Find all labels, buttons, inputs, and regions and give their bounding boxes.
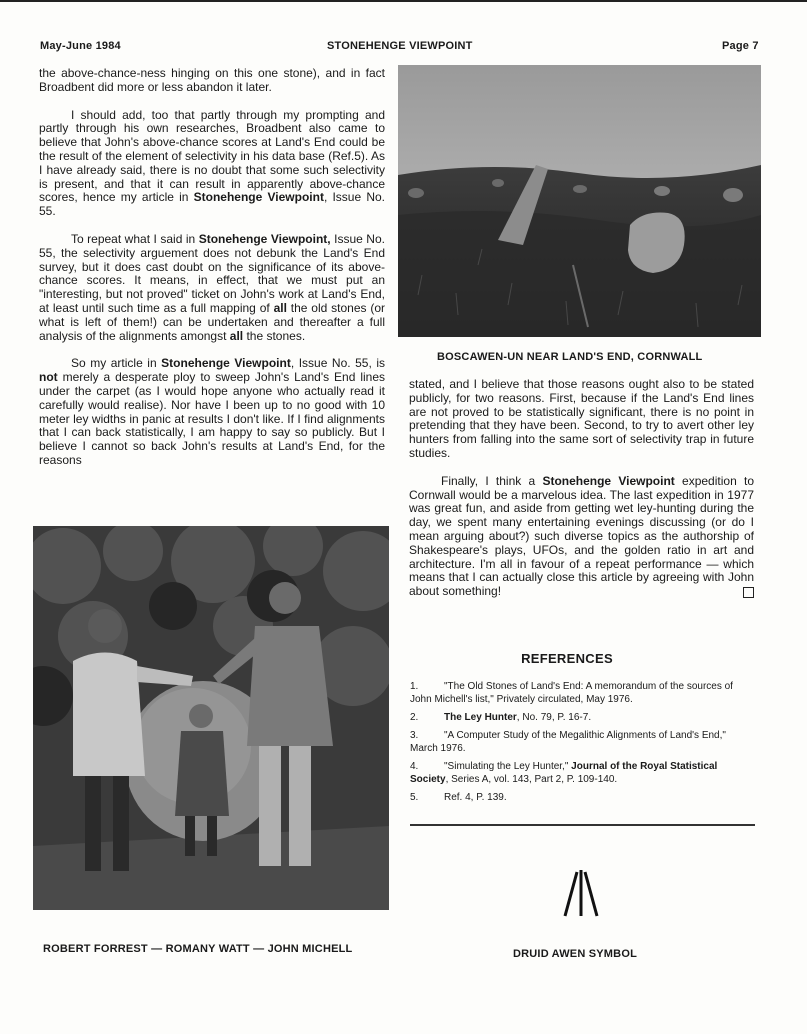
awen-symbol-icon <box>545 866 615 918</box>
paragraph: To repeat what I said in Stonehenge Viewpoint, Issue No. 55, the selectivity arguement does not debunk the Land's End survey, but it does cast doubt on the significance of its above-chance scores. It means, in effect, that we must put an "interesting, but not proved" ticket on John's work at Land's End, at least until such time as a full mapping of all the old stones (or what is left of them!) can be undertaken and thereafter a full analysis of the alignments amongst all the stones. <box>39 231 385 343</box>
publication-title: STONEHENGE VIEWPOINT <box>327 40 473 52</box>
page-number: Page 7 <box>722 40 759 52</box>
paragraph: stated, and I believe that those reasons ought also to be stated publicly, for two reasons. First, because if the Land's End lines are not proved to be statistically significant, there is no point in pretending that they have been. Second, to try to avert other ley hunters from falling into the same sort of selectivity trap in future studies. <box>409 377 754 460</box>
reference-item: 3. "A Computer Study of the Megalithic Alignments of Land's End," March 1976. <box>410 730 726 754</box>
references-rule <box>410 824 755 826</box>
reference-item: 2. The Ley Hunter, No. 79, P. 16-7. <box>410 712 592 723</box>
paragraph: Finally, I think a Stonehenge Viewpoint expedition to Cornwall would be a marvelous idea. The last expedition in 1977 was great fun, and aside from getting wet ley-hunting during the day, we spent many entertaining evenings discussing (or do I mean arguing about?) such diverse topics as the authorship of Shakespeare's plays, UFOs, and the golden ratio in art and architecture. I'm all in favour of a repeat performance — which means that I can actually close this article by agreeing with John about something! <box>409 473 754 599</box>
top-photo-caption: BOSCAWEN-UN NEAR LAND'S END, CORNWALL <box>437 351 703 363</box>
left-column <box>39 67 385 468</box>
right-column <box>409 378 754 599</box>
boscawen-un-photo <box>398 65 761 337</box>
reference-item: 5. Ref. 4, P. 139. <box>410 792 507 803</box>
end-mark-icon <box>743 587 754 598</box>
symbol-caption: DRUID AWEN SYMBOL <box>513 948 637 960</box>
top-rule <box>0 0 807 2</box>
paragraph: So my article in Stonehenge Viewpoint, Issue No. 55, is not merely a desperate ploy to sweep John's Land's End lines under the carpet (as I would hope anyone who actually read it carefully would realise). Nor have I been up to no good with 10 meter ley widths in panic at results I don't like. If I find alignments that I can back statistically, I am happy to say so publicly. But I believe I cannot so back John's results at Land's End, for the reasons <box>39 356 385 467</box>
references-title: REFERENCES <box>521 651 613 666</box>
paragraph: I should add, too that partly through my prompting and partly through his own researches, Broadbent also came to believe that John's above-chance scores at Land's End could be the result of the element of selectivity in his data base (Ref.5). As I have already said, there is no doubt that some such selectivity is present, and that it can result in apparently above-chance scores, hence my article in Stonehenge Viewpoint, Issue No. 55. <box>39 107 386 219</box>
issue-date: May-June 1984 <box>40 40 121 52</box>
paragraph: the above-chance-ness hinging on this one stone), and in fact Broadbent did more or less abandon it later. <box>39 66 385 94</box>
references-list <box>410 680 755 809</box>
bottom-photo-caption: ROBERT FORREST — ROMANY WATT — JOHN MICHELL <box>43 943 353 955</box>
reference-item: 1. "The Old Stones of Land's End: A memorandum of the sources of John Michell's list," Privately circulated, May 1976. <box>410 681 733 705</box>
reference-item: 4. "Simulating the Ley Hunter," Journal of the Royal Statistical Society, Series A, vol. 143, Part 2, P. 109-140. <box>410 761 718 785</box>
people-photo <box>33 526 389 910</box>
